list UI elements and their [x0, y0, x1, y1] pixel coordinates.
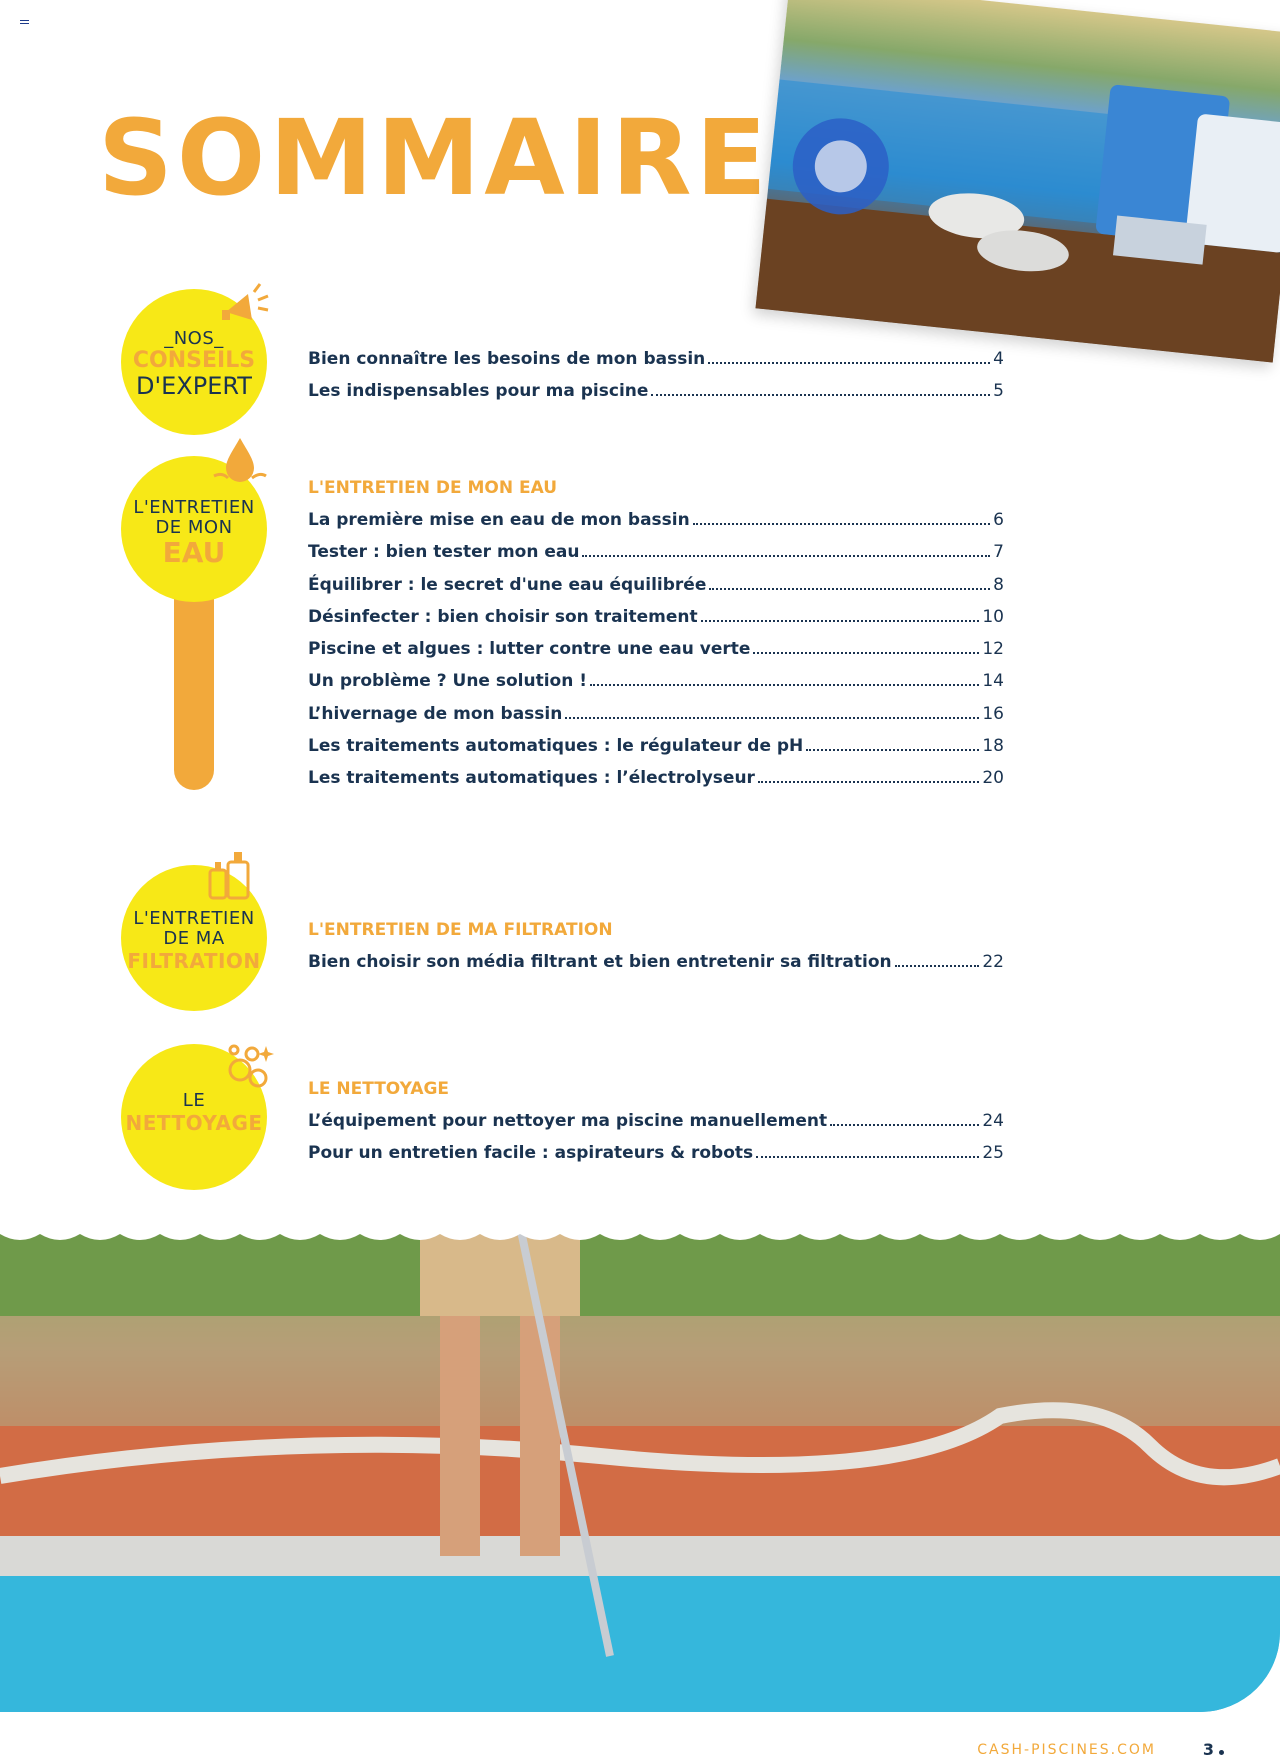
- toc-entry[interactable]: [308, 698, 1004, 730]
- toc-entry-label: Piscine et algues : lutter contre une eau verte: [308, 639, 751, 660]
- badge-expert-line1: _NOS_: [164, 328, 224, 349]
- badge-filtration-line1: L'ENTRETIEN: [133, 908, 255, 929]
- bottles-icon: [206, 850, 254, 900]
- toc-dots: [806, 749, 979, 751]
- badge-nettoyage-line2: NETTOYAGE: [125, 1111, 263, 1135]
- toc-section-eau: [308, 472, 1004, 795]
- toc-dots: [753, 652, 979, 654]
- toc-entry-page: 4: [993, 349, 1004, 369]
- toc-entry[interactable]: [308, 762, 1004, 794]
- toc-entry[interactable]: [308, 730, 1004, 762]
- badge-filtration-line3: FILTRATION: [127, 949, 261, 973]
- page-number: 3: [1202, 1740, 1214, 1759]
- badge-expert-line3: D'EXPERT: [136, 372, 252, 400]
- wave-divider: [0, 1226, 1280, 1250]
- toc-dots: [582, 555, 990, 557]
- toc-entry-page: 18: [982, 736, 1004, 757]
- toc-entry-page: 10: [982, 606, 1004, 627]
- toc-entry[interactable]: [308, 946, 1004, 978]
- toc-entry-label: Les indispensables pour ma piscine: [308, 381, 649, 402]
- toc-entry-page: 7: [993, 542, 1004, 563]
- toc-entry-page: 6: [993, 510, 1004, 530]
- footer-dot: [1219, 1750, 1224, 1755]
- toc-entry-label: L’équipement pour nettoyer ma piscine manuellement: [308, 1111, 828, 1131]
- toc-entry[interactable]: [308, 1137, 1004, 1169]
- toc-dots: [756, 1156, 979, 1158]
- bubbles-icon: [222, 1040, 274, 1092]
- toc-entry[interactable]: [308, 665, 1004, 697]
- toc-dots: [709, 588, 990, 590]
- toc-dots: [895, 965, 980, 967]
- toc-entry-label: Tester : bien tester mon eau: [308, 542, 580, 563]
- badge-eau-stick: [174, 590, 214, 790]
- toc-entry-page: 25: [982, 1143, 1004, 1164]
- menu-icon[interactable]: [20, 20, 29, 27]
- footer-website[interactable]: CASH-PISCINES.COM: [977, 1742, 1156, 1758]
- toc-entry[interactable]: [308, 569, 1004, 601]
- toc-entry-label: Équilibrer : le secret d'une eau équilibrée: [308, 574, 707, 595]
- toc-entry[interactable]: [308, 536, 1004, 568]
- badge-eau-line1: L'ENTRETIEN: [133, 497, 255, 518]
- toc-entry-label: Les traitements automatiques : le régulateur de pH: [308, 736, 804, 757]
- toc-section-title: L'ENTRETIEN DE MON EAU: [308, 478, 558, 498]
- toc-entry[interactable]: [308, 343, 1004, 375]
- toc-entry-label: Bien choisir son média filtrant et bien entretenir sa filtration: [308, 952, 892, 972]
- badge-expert-line2: CONSEILS: [132, 348, 256, 373]
- toc-entry-page: 14: [982, 671, 1004, 692]
- toc-entry-label: Pour un entretien facile : aspirateurs & robots: [308, 1143, 754, 1164]
- toc-entry[interactable]: [308, 1105, 1004, 1137]
- toc-entry[interactable]: [308, 504, 1004, 536]
- pool-cleaning-illustration: [0, 1226, 1280, 1712]
- toc-entry-label: Un problème ? Une solution !: [308, 671, 588, 692]
- badge-nettoyage-line1: LE: [182, 1090, 206, 1111]
- toc-entry-label: Bien connaître les besoins de mon bassin: [308, 349, 706, 369]
- toc-entry-label: Les traitements automatiques : l’électrolyseur: [308, 768, 755, 789]
- toc-dots: [830, 1124, 979, 1126]
- toc-entry[interactable]: [308, 601, 1004, 633]
- water-drop-icon: [212, 436, 268, 494]
- toc-dots: [701, 620, 980, 622]
- badge-eau-line3: EAU: [162, 536, 226, 569]
- toc-entry[interactable]: [308, 375, 1004, 407]
- toc-entry-label: La première mise en eau de mon bassin: [308, 510, 690, 530]
- megaphone-icon: [218, 282, 270, 332]
- toc-section-expert: [308, 343, 1004, 408]
- toc-dots: [758, 781, 979, 783]
- toc-entry-page: 24: [982, 1111, 1004, 1131]
- toc-section-title: LE NETTOYAGE: [308, 1079, 450, 1099]
- pool-cleaning-photo: [0, 1226, 1280, 1712]
- badge-filtration-line2: DE MA: [163, 928, 225, 949]
- toc-dots: [708, 362, 990, 364]
- toc-section-title: L'ENTRETIEN DE MA FILTRATION: [308, 920, 613, 940]
- toc-entry-page: 16: [982, 703, 1004, 724]
- toc-entry-page: 8: [993, 574, 1004, 595]
- pool-products-illustration: [756, 0, 1280, 363]
- pool-products-photo: [756, 0, 1280, 363]
- toc-entry-label: Désinfecter : bien choisir son traitement: [308, 606, 698, 627]
- toc-entry-page: 20: [982, 768, 1004, 789]
- toc-dots: [693, 523, 990, 525]
- toc-entry-page: 5: [993, 381, 1004, 402]
- toc-entry-page: 22: [982, 952, 1004, 972]
- page-title: SOMMAIRE: [98, 97, 771, 219]
- toc-entry[interactable]: [308, 633, 1004, 665]
- toc-section-nettoyage: [308, 1073, 1004, 1170]
- toc-entry-page: 12: [982, 639, 1004, 660]
- badge-eau-line2: DE MON: [155, 517, 233, 538]
- toc-dots: [565, 717, 979, 719]
- toc-dots: [651, 394, 990, 396]
- toc-entry-label: L’hivernage de mon bassin: [308, 703, 563, 724]
- toc-section-filtration: [308, 914, 1004, 978]
- toc-dots: [590, 684, 979, 686]
